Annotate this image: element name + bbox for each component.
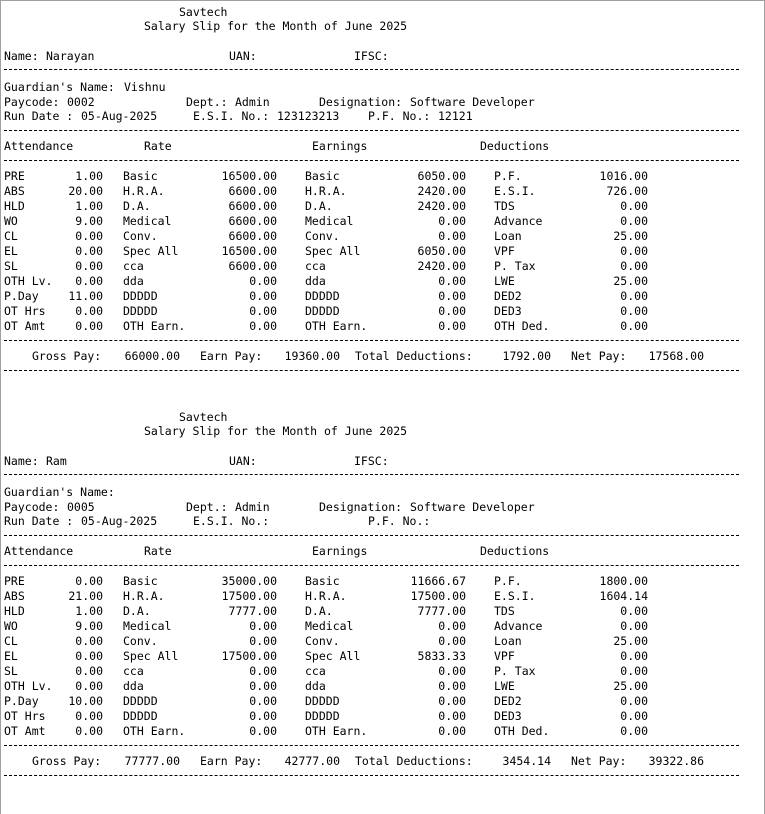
- ifsc-label: IFSC:: [354, 49, 389, 63]
- pf-no-label: P.F. No.:: [368, 514, 431, 528]
- attendance-value: 0.00: [75, 664, 103, 678]
- attendance-value: 0.00: [75, 304, 103, 318]
- earning-value: 0.00: [438, 664, 466, 678]
- deduction-value: 0.00: [620, 214, 648, 228]
- earning-label: Medical: [305, 214, 354, 228]
- attendance-value: 11.00: [68, 289, 103, 303]
- rate-label: Medical: [123, 619, 172, 633]
- total-deductions-label: Total Deductions:: [355, 754, 473, 768]
- earning-value: 11666.67: [410, 574, 466, 588]
- deductions-header: Deductions: [480, 139, 550, 153]
- deduction-value: 0.00: [620, 199, 648, 213]
- uan-label: UAN:: [229, 49, 257, 63]
- esi-no-value: 123123213: [277, 109, 340, 123]
- uan-label: UAN:: [229, 454, 257, 468]
- earning-label: DDDDD: [305, 694, 340, 708]
- attendance-label: CL: [4, 634, 18, 648]
- rate-label: DDDDD: [123, 289, 158, 303]
- earning-label: Spec All: [305, 649, 361, 663]
- earning-value: 5833.33: [417, 649, 466, 663]
- rate-label: OTH Earn.: [123, 724, 186, 738]
- rate-label: dda: [123, 274, 144, 288]
- deduction-label: OTH Ded.: [494, 724, 550, 738]
- attendance-label: WO: [4, 619, 18, 633]
- rate-value: 7777.00: [228, 604, 277, 618]
- run-date-label: Run Date :: [4, 514, 74, 528]
- rate-label: Medical: [123, 214, 172, 228]
- earning-value: 7777.00: [417, 604, 466, 618]
- rate-value: 0.00: [249, 634, 277, 648]
- earning-label: cca: [305, 664, 326, 678]
- attendance-value: 0.00: [75, 574, 103, 588]
- rate-label: cca: [123, 664, 144, 678]
- earning-label: DDDDD: [305, 304, 340, 318]
- run-date-value: 05-Aug-2025: [81, 514, 158, 528]
- attendance-value: 0.00: [75, 649, 103, 663]
- rate-header: Rate: [144, 544, 172, 558]
- rate-value: 0.00: [249, 304, 277, 318]
- deduction-value: 0.00: [620, 724, 648, 738]
- rate-value: 0.00: [249, 724, 277, 738]
- attendance-label: OT Hrs: [4, 709, 46, 723]
- attendance-label: P.Day: [4, 289, 39, 303]
- run-date-value: 05-Aug-2025: [81, 109, 158, 123]
- rate-value: 6600.00: [228, 229, 277, 243]
- rate-value: 6600.00: [228, 199, 277, 213]
- attendance-value: 1.00: [75, 199, 103, 213]
- deduction-label: Loan: [494, 634, 522, 648]
- deduction-value: 0.00: [620, 259, 648, 273]
- rate-label: DDDDD: [123, 709, 158, 723]
- deduction-value: 1016.00: [599, 169, 648, 183]
- paycode-value: 0002: [67, 95, 95, 109]
- rate-label: Spec All: [123, 244, 179, 258]
- dept-label: Dept.:: [186, 95, 228, 109]
- separator-line: [4, 535, 739, 536]
- attendance-label: SL: [4, 259, 18, 273]
- attendance-label: SL: [4, 664, 18, 678]
- paycode-value: 0005: [67, 500, 95, 514]
- attendance-value: 9.00: [75, 619, 103, 633]
- separator-line: [4, 69, 739, 70]
- attendance-value: 0.00: [75, 709, 103, 723]
- earning-label: DDDDD: [305, 289, 340, 303]
- rate-value: 0.00: [249, 274, 277, 288]
- attendance-value: 0.00: [75, 229, 103, 243]
- deduction-label: P. Tax: [494, 664, 536, 678]
- deduction-label: Advance: [494, 214, 543, 228]
- deduction-label: Loan: [494, 229, 522, 243]
- designation-value: Software Developer: [410, 500, 535, 514]
- separator-line: [4, 130, 739, 131]
- esi-no-label: E.S.I. No.:: [193, 514, 270, 528]
- rate-value: 35000.00: [221, 574, 277, 588]
- separator-line: [4, 160, 739, 161]
- gross-pay-label: Gross Pay:: [32, 349, 102, 363]
- dept-value: Admin: [235, 500, 270, 514]
- attendance-label: PRE: [4, 574, 25, 588]
- designation-label: Designation:: [319, 500, 403, 514]
- total-deductions-label: Total Deductions:: [355, 349, 473, 363]
- guardian-label: Guardian's Name:: [4, 80, 115, 94]
- rate-label: H.R.A.: [123, 589, 165, 603]
- deduction-value: 0.00: [620, 619, 648, 633]
- deductions-header: Deductions: [480, 544, 550, 558]
- pf-no-value: 12121: [438, 109, 473, 123]
- deduction-label: DED3: [494, 709, 522, 723]
- attendance-value: 10.00: [68, 694, 103, 708]
- attendance-header: Attendance: [4, 544, 74, 558]
- attendance-label: ABS: [4, 589, 25, 603]
- paycode-label: Paycode:: [4, 95, 60, 109]
- earnings-header: Earnings: [312, 139, 368, 153]
- attendance-value: 20.00: [68, 184, 103, 198]
- deduction-value: 0.00: [620, 244, 648, 258]
- rate-label: DDDDD: [123, 304, 158, 318]
- earning-value: 0.00: [438, 229, 466, 243]
- rate-value: 6600.00: [228, 259, 277, 273]
- attendance-label: EL: [4, 244, 18, 258]
- rate-label: H.R.A.: [123, 184, 165, 198]
- designation-value: Software Developer: [410, 95, 535, 109]
- earning-value: 0.00: [438, 274, 466, 288]
- deduction-label: DED3: [494, 304, 522, 318]
- rate-value: 0.00: [249, 709, 277, 723]
- deduction-label: P. Tax: [494, 259, 536, 273]
- earning-label: cca: [305, 259, 326, 273]
- rate-label: Basic: [123, 574, 158, 588]
- gross-pay-value: 66000.00: [124, 349, 180, 363]
- earning-label: OTH Earn.: [305, 724, 368, 738]
- deduction-value: 25.00: [613, 679, 648, 693]
- separator-line: [4, 474, 739, 475]
- earning-label: D.A.: [305, 604, 333, 618]
- attendance-value: 0.00: [75, 634, 103, 648]
- rate-value: 16500.00: [221, 169, 277, 183]
- paycode-label: Paycode:: [4, 500, 60, 514]
- earning-value: 0.00: [438, 214, 466, 228]
- rate-value: 0.00: [249, 619, 277, 633]
- earning-value: 2420.00: [417, 199, 466, 213]
- earning-label: Medical: [305, 619, 354, 633]
- deduction-label: VPF: [494, 649, 515, 663]
- earning-value: 0.00: [438, 304, 466, 318]
- deduction-value: 1604.14: [599, 589, 648, 603]
- rate-value: 6600.00: [228, 214, 277, 228]
- earn-pay-label: Earn Pay:: [200, 349, 263, 363]
- attendance-label: PRE: [4, 169, 25, 183]
- separator-line: [4, 775, 739, 776]
- deduction-value: 0.00: [620, 664, 648, 678]
- name-label: Name:: [4, 49, 39, 63]
- net-pay-label: Net Pay:: [571, 349, 627, 363]
- rate-label: Conv.: [123, 634, 158, 648]
- earning-value: 2420.00: [417, 259, 466, 273]
- net-pay-value: 39322.86: [648, 754, 704, 768]
- rate-label: cca: [123, 259, 144, 273]
- attendance-value: 0.00: [75, 319, 103, 333]
- guardian-name: Vishnu: [124, 80, 166, 94]
- deduction-value: 25.00: [613, 274, 648, 288]
- earning-value: 0.00: [438, 694, 466, 708]
- earning-label: Conv.: [305, 229, 340, 243]
- attendance-label: OTH Lv.: [4, 274, 53, 288]
- attendance-value: 9.00: [75, 214, 103, 228]
- earning-label: H.R.A.: [305, 589, 347, 603]
- rate-label: D.A.: [123, 199, 151, 213]
- earn-pay-value: 42777.00: [284, 754, 340, 768]
- attendance-label: OT Amt: [4, 319, 46, 333]
- attendance-label: WO: [4, 214, 18, 228]
- attendance-value: 0.00: [75, 724, 103, 738]
- attendance-value: 1.00: [75, 169, 103, 183]
- gross-pay-value: 77777.00: [124, 754, 180, 768]
- deduction-label: OTH Ded.: [494, 319, 550, 333]
- earning-label: dda: [305, 679, 326, 693]
- earning-value: 0.00: [438, 619, 466, 633]
- deduction-label: LWE: [494, 679, 515, 693]
- rate-value: 0.00: [249, 319, 277, 333]
- attendance-value: 0.00: [75, 244, 103, 258]
- earning-value: 17500.00: [410, 589, 466, 603]
- deduction-value: 0.00: [620, 694, 648, 708]
- attendance-label: OTH Lv.: [4, 679, 53, 693]
- earning-label: D.A.: [305, 199, 333, 213]
- guardian-label: Guardian's Name:: [4, 485, 115, 499]
- deduction-value: 25.00: [613, 634, 648, 648]
- pf-no-label: P.F. No.:: [368, 109, 431, 123]
- attendance-value: 0.00: [75, 679, 103, 693]
- designation-label: Designation:: [319, 95, 403, 109]
- deduction-value: 0.00: [620, 709, 648, 723]
- earn-pay-label: Earn Pay:: [200, 754, 263, 768]
- earning-value: 2420.00: [417, 184, 466, 198]
- earning-label: H.R.A.: [305, 184, 347, 198]
- earning-label: OTH Earn.: [305, 319, 368, 333]
- dept-value: Admin: [235, 95, 270, 109]
- deduction-value: 726.00: [606, 184, 648, 198]
- deduction-label: TDS: [494, 199, 515, 213]
- earning-value: 0.00: [438, 709, 466, 723]
- ifsc-label: IFSC:: [354, 454, 389, 468]
- earning-value: 0.00: [438, 634, 466, 648]
- attendance-header: Attendance: [4, 139, 74, 153]
- net-pay-value: 17568.00: [648, 349, 704, 363]
- deduction-value: 0.00: [620, 604, 648, 618]
- earning-label: Conv.: [305, 634, 340, 648]
- earning-label: Spec All: [305, 244, 361, 258]
- rate-value: 16500.00: [221, 244, 277, 258]
- total-deductions-value: 3454.14: [502, 754, 551, 768]
- deduction-label: P.F.: [494, 574, 522, 588]
- attendance-label: HLD: [4, 199, 25, 213]
- deduction-value: 1800.00: [599, 574, 648, 588]
- net-pay-label: Net Pay:: [571, 754, 627, 768]
- deduction-value: 25.00: [613, 229, 648, 243]
- deduction-label: DED2: [494, 694, 522, 708]
- rate-value: 0.00: [249, 679, 277, 693]
- attendance-value: 0.00: [75, 259, 103, 273]
- attendance-value: 21.00: [68, 589, 103, 603]
- deduction-label: LWE: [494, 274, 515, 288]
- earnings-header: Earnings: [312, 544, 368, 558]
- deduction-label: P.F.: [494, 169, 522, 183]
- gross-pay-label: Gross Pay:: [32, 754, 102, 768]
- earn-pay-value: 19360.00: [284, 349, 340, 363]
- separator-line: [4, 745, 739, 746]
- employee-name: Ram: [46, 454, 67, 468]
- rate-value: 0.00: [249, 289, 277, 303]
- deduction-label: VPF: [494, 244, 515, 258]
- earning-value: 6050.00: [417, 244, 466, 258]
- attendance-label: OT Amt: [4, 724, 46, 738]
- earning-label: DDDDD: [305, 709, 340, 723]
- rate-value: 0.00: [249, 664, 277, 678]
- earning-label: Basic: [305, 169, 340, 183]
- deduction-value: 0.00: [620, 304, 648, 318]
- attendance-label: ABS: [4, 184, 25, 198]
- earning-label: Basic: [305, 574, 340, 588]
- esi-no-label: E.S.I. No.:: [193, 109, 270, 123]
- rate-header: Rate: [144, 139, 172, 153]
- run-date-label: Run Date :: [4, 109, 74, 123]
- attendance-label: HLD: [4, 604, 25, 618]
- dept-label: Dept.:: [186, 500, 228, 514]
- attendance-value: 1.00: [75, 604, 103, 618]
- slip-title: Salary Slip for the Month of June 2025: [144, 19, 408, 33]
- rate-value: 17500.00: [221, 589, 277, 603]
- earning-value: 6050.00: [417, 169, 466, 183]
- rate-value: 0.00: [249, 694, 277, 708]
- rate-label: Conv.: [123, 229, 158, 243]
- deduction-label: E.S.I.: [494, 184, 536, 198]
- deduction-value: 0.00: [620, 289, 648, 303]
- earning-label: dda: [305, 274, 326, 288]
- deduction-label: Advance: [494, 619, 543, 633]
- rate-label: Basic: [123, 169, 158, 183]
- rate-label: Spec All: [123, 649, 179, 663]
- rate-value: 6600.00: [228, 184, 277, 198]
- slip-title: Salary Slip for the Month of June 2025: [144, 424, 408, 438]
- separator-line: [4, 370, 739, 371]
- deduction-label: E.S.I.: [494, 589, 536, 603]
- attendance-label: P.Day: [4, 694, 39, 708]
- deduction-label: TDS: [494, 604, 515, 618]
- company-name: Savtech: [179, 5, 228, 19]
- attendance-label: CL: [4, 229, 18, 243]
- earning-value: 0.00: [438, 679, 466, 693]
- rate-label: OTH Earn.: [123, 319, 186, 333]
- attendance-label: OT Hrs: [4, 304, 46, 318]
- deduction-label: DED2: [494, 289, 522, 303]
- rate-label: D.A.: [123, 604, 151, 618]
- rate-value: 17500.00: [221, 649, 277, 663]
- rate-label: DDDDD: [123, 694, 158, 708]
- company-name: Savtech: [179, 410, 228, 424]
- deduction-value: 0.00: [620, 649, 648, 663]
- rate-label: dda: [123, 679, 144, 693]
- earning-value: 0.00: [438, 289, 466, 303]
- total-deductions-value: 1792.00: [502, 349, 551, 363]
- attendance-label: EL: [4, 649, 18, 663]
- attendance-value: 0.00: [75, 274, 103, 288]
- separator-line: [4, 340, 739, 341]
- deduction-value: 0.00: [620, 319, 648, 333]
- employee-name: Narayan: [46, 49, 95, 63]
- name-label: Name:: [4, 454, 39, 468]
- earning-value: 0.00: [438, 724, 466, 738]
- separator-line: [4, 565, 739, 566]
- earning-value: 0.00: [438, 319, 466, 333]
